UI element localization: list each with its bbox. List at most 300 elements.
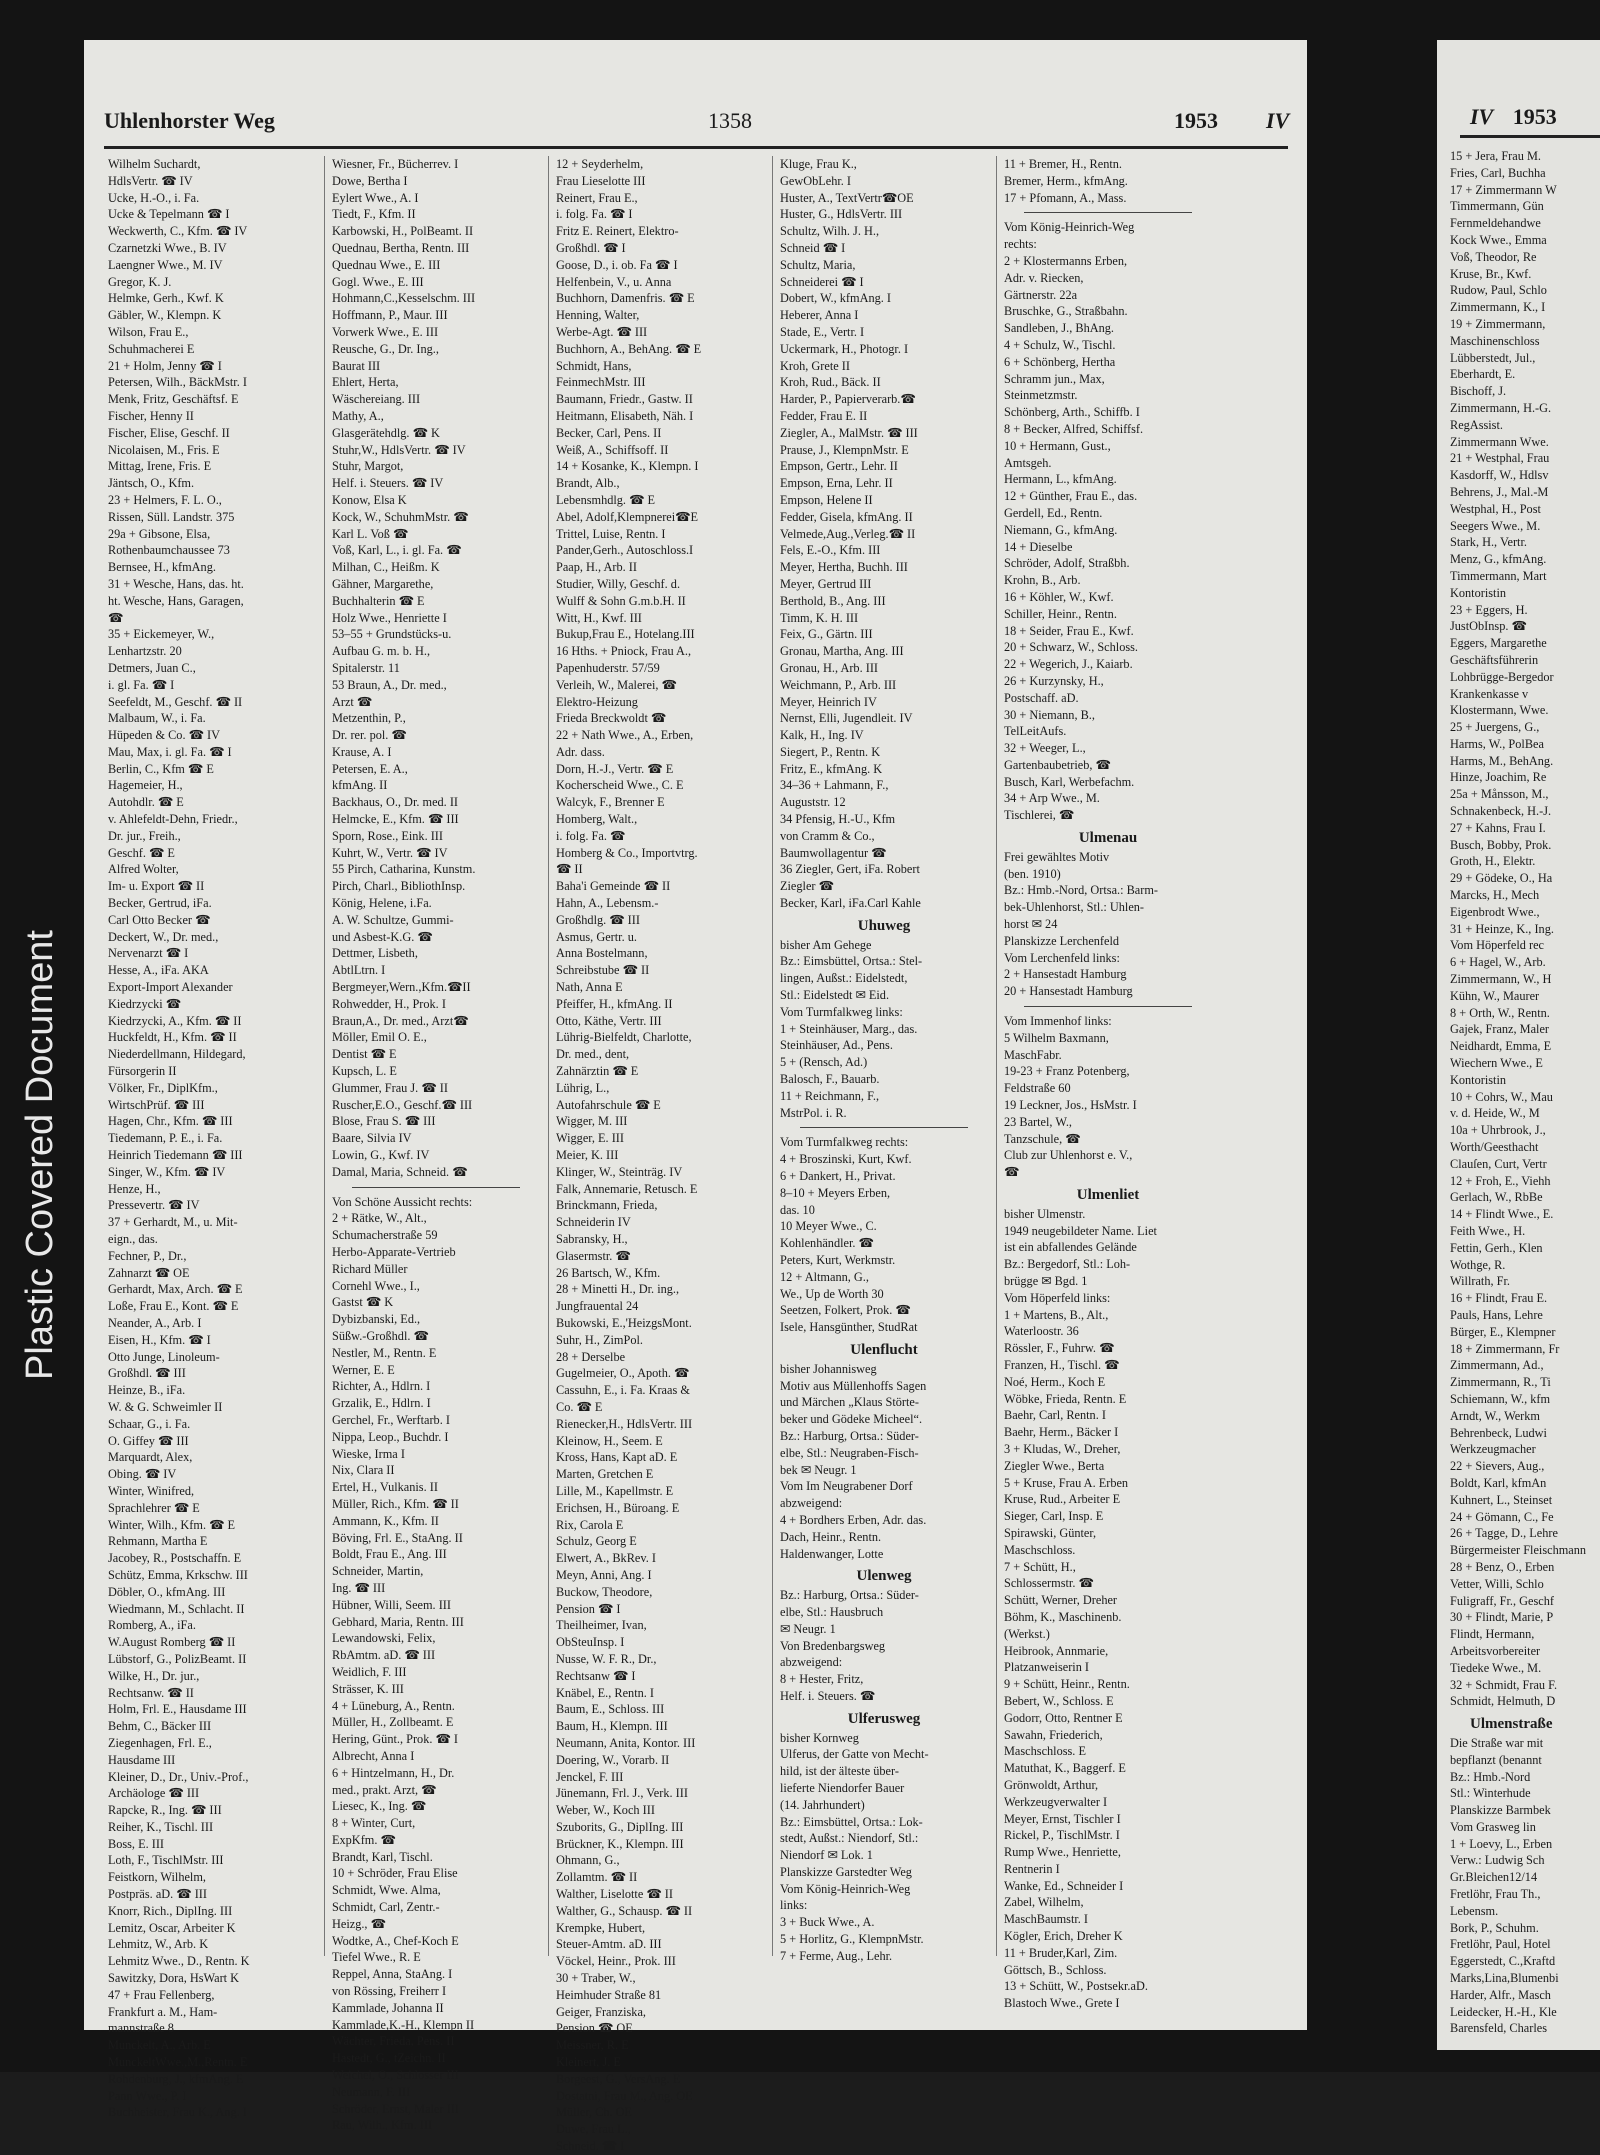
directory-entry: Dettmer, Lisbeth, (332, 946, 418, 961)
directory-entry: stedt, Außst.: Niendorf, Stl.: (780, 1831, 919, 1846)
directory-entry: 18 + Seider, Frau E., Kwf. (1004, 623, 1134, 638)
directory-entry: Lübberstedt, Jul., (1450, 350, 1536, 365)
directory-entry: von Rössing, Freiherr I (332, 1984, 447, 1999)
directory-entry: Nix, Clara II (332, 1463, 395, 1478)
directory-entry: Ing. ☎ III (332, 1580, 386, 1595)
directory-entry: Steinmetzmstr. (1004, 388, 1078, 403)
directory-entry: Bz.: Bergedorf, Stl.: Loh- (1004, 1257, 1131, 1272)
directory-entry: Kohlenhändler. ☎ (780, 1236, 874, 1251)
directory-entry: Damal, Maria, Schneid. ☎ (332, 1164, 468, 1179)
directory-entry: 26 + Tagge, D., Lehre (1450, 1526, 1558, 1541)
directory-entry: Lebensmhdlg. ☎ E (556, 492, 655, 507)
directory-entry: bisher Johannisweg (780, 1361, 877, 1376)
directory-entry: 7 + Schütt, H., (1004, 1559, 1076, 1574)
directory-entry: Tiedemann, P. E., i. Fa. (108, 1131, 223, 1146)
directory-entry: Isele, Hansgünther, StudRat (780, 1320, 918, 1335)
directory-entry: Vom König-Heinrich-Weg (780, 1881, 911, 1896)
directory-entry: 1 + Martens, B., Alt., (1004, 1307, 1109, 1322)
directory-entry: Eigenbrodt Wwe., (1450, 904, 1540, 919)
directory-entry: Velmede,Aug.,Verleg.☎ II (780, 526, 916, 541)
directory-entry: Westphal, H., Post (1450, 501, 1541, 516)
directory-entry: 5 + Kruse, Frau A. Erben (1004, 1475, 1129, 1490)
directory-entry: 11 + Bruder,Karl, Zim. (1004, 1945, 1118, 1960)
directory-entry: Rienecker,H., HdlsVertr. III (556, 1416, 693, 1431)
directory-entry: Vom Höperfeld links: (1004, 1290, 1111, 1305)
directory-entry: Krankenkasse v (1450, 686, 1529, 701)
directory-entry: Fels, E.-O., Kfm. III (780, 543, 881, 558)
directory-entry: Frei gewähltes Motiv (1004, 849, 1110, 864)
directory-entry: Tiefel Wwe., R. E (332, 1950, 421, 1965)
directory-entry: das. 10 (780, 1202, 815, 1217)
directory-entry: Kasdorff, W., Hdlsv (1450, 468, 1549, 483)
directory-entry: 37 + Gerhardt, M., u. Mit- (108, 1215, 238, 1230)
directory-entry: Malbaum, W., i. Fa. (108, 711, 206, 726)
directory-entry: Helf. i. Steuers. ☎ (780, 1688, 876, 1703)
directory-entry: GewObLehr. I (780, 173, 852, 188)
directory-entry: Busch, Karl, Werbefachm. (1004, 774, 1135, 789)
directory-entry: RbAmtm. aD. ☎ III (332, 1648, 436, 1663)
directory-entry: Seetzen, Folkert, Prok. ☎ (780, 1303, 911, 1318)
directory-entry: Schiller, Heinr., Rentn. (1004, 606, 1117, 621)
directory-entry: Stl.: Eidelstedt ✉ Eid. (780, 988, 890, 1003)
directory-entry: Detmers, Juan C., (108, 660, 196, 675)
directory-entry: Alfred Wolter, (108, 862, 179, 877)
directory-entry: Bergmeyer,Wern.,Kfm.☎II (332, 980, 471, 995)
page-number: 1358 (708, 108, 752, 133)
directory-entry: Bz.: Harburg, Ortsa.: Süder- (780, 1428, 919, 1443)
directory-entry: Schneider, Martin, (332, 1564, 424, 1579)
directory-entry: Geschf. ☎ E (108, 845, 175, 860)
directory-entry: Mittag, Irene, Fris. E (108, 459, 212, 474)
directory-entry: Heberer, Anna I (780, 308, 859, 323)
directory-entry: 11 + Reichmann, F., (780, 1088, 880, 1103)
directory-entry: Heitmann, Elisabeth, Näh. I (556, 408, 694, 423)
directory-entry: Zimmermann, R., Ti (1450, 1375, 1551, 1390)
directory-entry: Schreibstube ☎ II (556, 963, 650, 978)
directory-entry: Gugelmeier, O., Apoth. ☎ (556, 1366, 690, 1381)
directory-entry: Haldenwanger, Lotte (780, 1546, 884, 1561)
directory-entry: Hastedt, G., tZeichn. II (332, 2051, 446, 2066)
directory-entry: 10 + Hermann, Gust., (1004, 438, 1111, 453)
directory-entry: und Asbest-K.G. ☎ (332, 929, 433, 944)
directory-entry: Nusse, W. F. R., Dr., (556, 1651, 657, 1666)
directory-entry: Pander,Gerh., Autoschloss.I (556, 543, 694, 558)
directory-entry: Jünemann, Frl. J., Verk. III (556, 1786, 688, 1801)
directory-entry: Möller, Emil O. E., (332, 1030, 427, 1045)
directory-entry: 19 + Zimmermann, (1450, 316, 1546, 331)
directory-entry: hild, ist der älteste über- (780, 1764, 899, 1779)
directory-entry: Feith Wwe., H. (1450, 1224, 1526, 1238)
directory-entry: i. folg. Fa. ☎ I (556, 207, 633, 222)
directory-entry: Müller, H., Zollbeamt. E (332, 1715, 454, 1730)
directory-entry: Wiechern Wwe., E (1450, 1056, 1543, 1071)
directory-entry: 29a + Gibsone, Elsa, (108, 526, 211, 541)
directory-entry: Studier, Willy, Geschf. d. (556, 576, 681, 591)
directory-entry: Bruschke, G., Straßbahn. (1004, 304, 1128, 319)
directory-entry: Szuborits, G., DiplIng. III (556, 1819, 684, 1834)
directory-entry: TelLeitAufs. (1004, 724, 1067, 739)
directory-entry: Bürgermeister Fleischmann (1450, 1543, 1587, 1558)
directory-entry: Dentist ☎ E (332, 1047, 397, 1062)
directory-entry: Krohn, B., Arb. (1004, 573, 1081, 588)
directory-entry: Müller, Ch. OE (556, 2105, 633, 2120)
directory-entry: Vom Immenhof links: (1004, 1014, 1112, 1029)
directory-entry: Becker, Gertrud, iFa. (108, 896, 212, 911)
directory-entry: Wigger, E. III (556, 1131, 624, 1146)
directory-entry: Fischer, Elise, Geschf. II (108, 425, 230, 440)
directory-entry: Timmermann, Mart (1450, 568, 1547, 583)
directory-entry: Planskizze Garstedter Weg (780, 1864, 912, 1879)
street-heading: Ulmenliet (1076, 1187, 1140, 1204)
directory-entry: Wigger, M. III (556, 1114, 628, 1129)
directory-entry: med., prakt. Arzt, ☎ (332, 1782, 437, 1797)
directory-entry: Lehmitz, W., Arb. K (108, 1937, 209, 1952)
directory-entry: Duwe, Frau L., (556, 2122, 631, 2137)
directory-entry: Reiher, K., Tischl. III (108, 1819, 214, 1834)
directory-entry: Hohmann,C.,Kesselschm. III (332, 291, 476, 306)
facing-header-rule (1460, 135, 1600, 138)
directory-entry: 20 + Hansestadt Hamburg (1004, 984, 1133, 999)
directory-entry: 23 + Helmers, F. L. O., (108, 492, 222, 507)
directory-entry: Rechtsanw. ☎ II (108, 1685, 194, 1700)
directory-entry: Vetter, Willi, Schlo (1450, 1576, 1544, 1591)
directory-entry: Gärtnerstr. 22a (1004, 287, 1078, 302)
directory-entry: Kroh, Grete II (780, 358, 850, 373)
directory-entry: 28 + Minetti H., Dr. ing., (556, 1282, 680, 1297)
directory-entry: Die Straße war mit (1450, 1735, 1544, 1750)
directory-entry: Becker, Karl, iFa.Carl Kahle (780, 896, 921, 911)
directory-entry: Geschäftsführerin (1450, 652, 1539, 667)
directory-entry: Hoffmann, P., Maur. III (332, 308, 448, 323)
directory-entry: Wächter, Frieda, Pens. II (332, 2034, 455, 2049)
directory-entry: Export-Import Alexander (108, 980, 233, 995)
directory-entry: Lohbrügge-Bergedor (1450, 669, 1554, 684)
directory-entry: 12 + Froh, E., Viehh (1450, 1173, 1551, 1188)
directory-entry: ExpKfm. ☎ (332, 1832, 396, 1847)
directory-entry: Lowin, G., Kwf. IV (332, 1148, 430, 1163)
directory-entry: Quednau, Bertha, Rentn. III (332, 240, 470, 255)
directory-entry: Boss, E. III (108, 1836, 165, 1851)
directory-entry: 17 + Pfomann, A., Mass. (1004, 190, 1127, 205)
directory-entry: Empson, Gertr., Lehr. II (780, 459, 898, 474)
directory-entry: Kögler, Erich, Dreher K (1004, 1929, 1123, 1944)
directory-entry: Buchhorn, A., BehAng. ☎ E (556, 341, 702, 356)
directory-entry: Mathy, A., (332, 408, 384, 423)
directory-entry: Empson, Helene II (780, 492, 873, 507)
directory-entry: Hausdame III (108, 1752, 176, 1767)
directory-entry: 27 + Kahns, Frau I. (1450, 820, 1546, 835)
directory-entry: Sawitzky, Dora, HsWart K (108, 1971, 240, 1986)
directory-entry: Meyer, Gertrud III (780, 576, 872, 591)
directory-entry: 22 + Nath Wwe., A., Erben, (556, 728, 694, 743)
directory-entry: Lille, M., Kapellmstr. E (556, 1483, 674, 1498)
directory-entry: Weckwerth, C., Kfm. ☎ IV (108, 224, 248, 239)
directory-entry: 7 + Ferme, Aug., Lehr. (780, 1948, 893, 1963)
directory-entry: Grzalik, E., Hdlrn. I (332, 1396, 431, 1411)
directory-entry: Nestler, M., Rentn. E (332, 1345, 437, 1360)
directory-entry: Gerlach, W., RbBe (1450, 1190, 1543, 1205)
directory-entry: Glasermstr. ☎ (556, 1248, 631, 1263)
directory-entry: Voß, Karl, L., i. gl. Fa. ☎ (332, 543, 462, 558)
directory-entry: Schneid. ☎ I (556, 2139, 625, 2154)
directory-entry: Wieske, Irma I (332, 1446, 405, 1461)
directory-entry: 12 + Altmann, G., (780, 1269, 869, 1284)
directory-entry: Rohwedder, H., Prok. I (332, 996, 446, 1011)
directory-entry: Noé, Herm., Koch E (1004, 1374, 1106, 1389)
directory-entry: Helmke, Gerh., Kwf. K (108, 291, 224, 306)
column-3 (556, 156, 764, 2154)
directory-entry: 6 + Schönberg, Hertha (1004, 354, 1116, 369)
directory-entry: Schütz, Emma, Krkschw. III (108, 1567, 248, 1582)
directory-entry: Eberhardt, E. (1450, 367, 1516, 382)
directory-entry: Schneiderei ☎ I (780, 274, 864, 289)
directory-entry: Becker, Carl, Pens. II (556, 425, 662, 440)
directory-entry: Dobert, W., kfmAng. I (780, 291, 892, 306)
directory-entry: Lübstorf, G., PolizBeamt. II (108, 1651, 247, 1666)
directory-entry: Jungfrauental 24 (556, 1299, 639, 1314)
directory-entry: Sandleben, J., BhAng. (1004, 321, 1114, 336)
directory-entry: Frau Lieselotte III (556, 173, 646, 188)
directory-entry: Fischer, Henny II (108, 408, 194, 423)
directory-entry: Zahnarzt ☎ OE (108, 1265, 190, 1280)
directory-entry: Werbe-Agt. ☎ III (556, 324, 648, 339)
directory-entry: bek-Uhlenhorst, Stl.: Uhlen- (1004, 900, 1145, 915)
directory-entry: Eisen, H., Kfm. ☎ I (108, 1332, 211, 1347)
directory-entry: Bz.: Harburg, Ortsa.: Süder- (780, 1588, 919, 1603)
directory-entry: Weichmann, P., Arb. III (780, 677, 897, 692)
directory-entry: Marquardt, Alex, (108, 1450, 193, 1465)
directory-entry: Seefeldt, M., Geschf. ☎ II (108, 694, 243, 709)
directory-entry: 16 Hths. + Pniock, Frau A., (556, 644, 692, 659)
directory-entry: Jacobey, R., Postschaffn. E (108, 1551, 242, 1566)
directory-entry: Schmidt, Wwe. Alma, (332, 1883, 441, 1898)
directory-entry: Zimmermann Wwe. (1450, 434, 1549, 449)
directory-entry: Schramm jun., Max, (1004, 371, 1105, 386)
directory-entry: Rössler, F., Fuhrw. ☎ (1004, 1341, 1115, 1356)
directory-entry: Süßw.-Großhdl. ☎ (332, 1328, 429, 1343)
directory-entry: Hagen, Chr., Kfm. ☎ III (108, 1114, 233, 1129)
directory-entry: Sabransky, H., (556, 1232, 628, 1246)
directory-entry: Neander, A., Arb. I (108, 1315, 202, 1330)
directory-entry: Barensfeld, Charles (1450, 2021, 1547, 2036)
directory-entry: Fedder, Gisela, kfmAng. II (780, 509, 913, 524)
directory-entry: Schultz, Wilh. J. H., (780, 224, 880, 239)
directory-entry: Gähner, Margarethe, (332, 576, 434, 591)
directory-entry: Schmidt, Hans, (556, 358, 632, 373)
directory-entry: HdlsVertr. ☎ IV (108, 173, 193, 188)
directory-entry: Auguststr. 12 (780, 795, 846, 810)
column-divider (996, 156, 997, 1956)
directory-entry: Tiedeke Wwe., M. (1450, 1660, 1542, 1675)
directory-entry: Buchheister, Frau K., Ang. I (108, 2105, 247, 2120)
directory-entry: Hering, Günt., Prok. ☎ I (332, 1732, 458, 1747)
directory-entry: Schultz, Maria, (780, 257, 856, 272)
directory-entry: Paap, H., Arb. II (556, 560, 637, 575)
directory-entry: Schneiderin IV (556, 1215, 631, 1230)
directory-entry: Czarnetzki Wwe., B. IV (108, 240, 227, 255)
directory-entry: Lewandowski, Felix, (332, 1631, 436, 1646)
directory-entry: Ulferus, der Gatte von Mecht- (780, 1747, 929, 1762)
directory-entry: Rickel, P., TischlMstr. I (1004, 1828, 1120, 1843)
directory-entry: Bukup,Frau E., Hotelang.III (556, 627, 695, 642)
directory-entry: Abel, Adolf,Klempnerei☎E (556, 509, 699, 524)
directory-entry: 1 + Loevy, L., Erben (1450, 1836, 1553, 1851)
directory-entry: Dr. med., dent, (556, 1047, 630, 1062)
directory-entry: 12 + Günther, Frau E., das. (1004, 489, 1138, 504)
directory-entry: Schröder, Ernst, Maler III (332, 2101, 459, 2116)
directory-entry: Göttsch, B., Schloss. (1004, 1962, 1107, 1977)
directory-entry: Kruse, Rud., Arbeiter E (1004, 1492, 1121, 1507)
directory-entry: Voß, Theodor, Re (1450, 249, 1537, 264)
directory-entry: Vom Grasweg lin (1450, 1819, 1536, 1834)
directory-entry: 10 + Cohrs, W., Mau (1450, 1089, 1553, 1104)
directory-entry: Behrenbeck, Ludwi (1450, 1425, 1547, 1440)
directory-entry: 13 + Schütt, W., Postsekr.aD. (1004, 1979, 1148, 1994)
directory-entry: 16 + Köhler, W., Kwf. (1004, 589, 1114, 604)
directory-entry: Kupsch, L. E (332, 1064, 397, 1079)
directory-entry: Vom Höperfeld rec (1450, 938, 1545, 953)
directory-entry: Ziegler ☎ (780, 879, 834, 894)
directory-entry: 32 + Schmidt, Frau F. (1450, 1677, 1558, 1692)
directory-entry: Bz.: Eimsbüttel, Ortsa.: Stel- (780, 954, 923, 969)
directory-entry: Kleinert, J. E (556, 2055, 621, 2070)
directory-entry: Schiemann, W., kfm (1450, 1391, 1551, 1406)
directory-entry: Doering, W., Vorarb. II (556, 1752, 670, 1767)
directory-entry: Vöckel, Heinr., Prok. III (556, 1954, 676, 1969)
directory-entry: Gastst ☎ K (332, 1295, 394, 1310)
directory-entry: Kuhrt, W., Vertr. ☎ IV (332, 845, 448, 860)
column-2 (332, 156, 540, 2133)
directory-entry: Gogl. Wwe., E. III (332, 274, 424, 289)
directory-entry: 17 + Zimmermann W (1450, 182, 1557, 197)
column-divider (548, 156, 549, 1956)
directory-entry: Baum, H., Klempn. III (556, 1719, 668, 1734)
directory-entry: Kammlade,K.-H., Klempn II (332, 2017, 475, 2032)
directory-entry: 9 + Schütt, Heinr., Rentn. (1004, 1677, 1130, 1692)
directory-entry: 53 Braun, A., Dr. med., (332, 677, 447, 692)
directory-entry: Bz.: Eimsbüttel, Ortsa.: Lok- (780, 1814, 923, 1829)
directory-entry: Brandt, Alb., (556, 476, 620, 491)
directory-entry: O. Giffey ☎ III (108, 1433, 189, 1448)
directory-entry: Kalk, H., Ing. IV (780, 728, 864, 743)
directory-entry: Gäbler, W., Klempn. K (108, 308, 222, 323)
directory-entry: Lenhartzstr. 20 (108, 644, 182, 659)
directory-entry: 53–55 + Grundstücks-u. (332, 627, 452, 642)
directory-entry: ☎ (1004, 1165, 1020, 1180)
directory-entry: Zimmermann, H.-G. (1450, 400, 1552, 415)
directory-entry: Kock Wwe., Emma (1450, 232, 1547, 247)
directory-entry: A. W. Schultze, Gummi- (332, 912, 454, 927)
directory-entry: bepflanzt (benannt (1450, 1752, 1542, 1767)
directory-entry: Club zur Uhlenhorst e. V., (1004, 1148, 1133, 1163)
directory-entry: Helfenbein, V., u. Anna (556, 274, 672, 289)
directory-entry: Rentnerin I (1004, 1861, 1060, 1876)
directory-entry: Backhaus, O., Dr. med. II (332, 795, 459, 810)
directory-entry: 28 + Derselbe (556, 1349, 626, 1364)
directory-entry: 55 Pirch, Catharina, Kunstm. (332, 862, 476, 877)
directory-entry: Wiedmann, M., Schlacht. II (108, 1601, 245, 1616)
directory-entry: (14. Jahrhundert) (780, 1797, 865, 1812)
directory-entry: Großhdlg. ☎ III (556, 912, 640, 927)
directory-entry: Reppel, Anna, StaAng. I (332, 1967, 453, 1982)
directory-entry: Planskizze Lerchenfeld (1004, 933, 1120, 948)
section-rule (352, 1187, 520, 1188)
directory-entry: Schmidt, Carl, Zentr.- (332, 1900, 440, 1915)
directory-entry: Jäntsch, O., Kfm. (108, 476, 195, 491)
facing-page-header (1470, 104, 1571, 130)
directory-entry: Dostatni, Frau M., Ang. OE (556, 2088, 693, 2103)
directory-entry: Adr. v. Riecken, (1004, 270, 1084, 285)
directory-entry: Munckelt, A., Arb. E (108, 2038, 211, 2053)
directory-entry: 24 + Gömann, C., Fe (1450, 1509, 1554, 1524)
directory-entry: Gregor, K. J. (108, 274, 172, 289)
directory-entry: Eggerstedt, C.,Kraftd (1450, 1954, 1556, 1969)
directory-entry: Kock, W., SchuhmMstr. ☎ (332, 509, 469, 524)
directory-entry: Böving, Frl. E., StaAng. II (332, 1530, 463, 1545)
directory-entry: Weichel, O., Schlosser III (332, 2068, 459, 2083)
directory-entry: Balosch, F., Bauarb. (780, 1072, 880, 1087)
street-name: Uhlenhorster Weg (104, 108, 275, 133)
directory-entry: bek ✉ Neugr. 1 (780, 1462, 857, 1477)
directory-entry: 35 + Eickemeyer, W., (108, 627, 215, 642)
directory-entry: Schumacherstraße 59 (332, 1228, 438, 1243)
directory-entry: Baehr, Carl, Rentn. I (1004, 1408, 1106, 1423)
directory-entry: Rump Wwe., Henriette, (1004, 1845, 1121, 1860)
directory-entry: 10a + Uhrbrook, J., (1450, 1123, 1546, 1138)
directory-entry: Blastoch Wwe., Grete I (1004, 1996, 1120, 2011)
directory-entry: 2 + Klostermanns Erben, (1004, 253, 1128, 268)
directory-entry: Leidecker, H.-H., Kle (1450, 2004, 1557, 2019)
directory-entry: Stuhr, Margot, (332, 459, 404, 474)
directory-entry: ist ein abfallendes Gelände (1004, 1240, 1137, 1255)
directory-entry: Brandt, Karl, Tischl. (332, 1849, 433, 1864)
directory-entry: Bürger, E., Klempner (1450, 1324, 1556, 1339)
street-heading: Ulenweg (856, 1568, 912, 1585)
directory-entry: Ehlert, Herta, (332, 375, 399, 390)
directory-entry: 23 + Eggers, H. (1450, 602, 1528, 617)
directory-entry: Werkzeugmacher (1450, 1442, 1536, 1457)
directory-entry: Dowe, Bertha I (332, 173, 408, 188)
directory-entry: 36 Ziegler, Gert, iFa. Robert (780, 862, 920, 877)
directory-entry: Holz Wwe., Henriette I (332, 610, 447, 625)
directory-entry: Kontoristin (1450, 585, 1507, 600)
directory-entry: Cornehl Wwe., I., (332, 1278, 420, 1293)
directory-entry: Zimmermann, Ad., (1450, 1358, 1544, 1373)
directory-entry: Pann Wwe., P. I (108, 2088, 187, 2103)
directory-entry: Loße, Frau E., Kont. ☎ E (108, 1299, 239, 1314)
directory-entry: Buchhalterin ☎ E (332, 593, 425, 608)
street-heading: Ulenflucht (850, 1341, 918, 1358)
directory-entry: Wilson, Frau E., (108, 324, 189, 339)
street-heading: Uhuweg (857, 917, 911, 934)
directory-entry: Karl L. Voß ☎ (332, 526, 409, 541)
directory-entry: 19 Leckner, Jos., HsMstr. I (1004, 1098, 1137, 1113)
directory-entry: Jenckel, F. III (556, 1769, 624, 1784)
directory-entry: 16 + Flindt, Frau E. (1450, 1291, 1548, 1306)
directory-entry: Eggers, Margarethe (1450, 636, 1547, 651)
directory-entry: Walther, Liselotte ☎ II (556, 1887, 673, 1902)
directory-entry: Hahn, A., Lebensm.- (556, 896, 659, 911)
directory-entry: Carl Otto Becker ☎ (108, 912, 211, 927)
directory-entry: Harms, W., PolBea (1450, 736, 1544, 751)
directory-entry: Weidlich, F. III (332, 1664, 407, 1679)
directory-entry: eign., das. (108, 1232, 158, 1246)
directory-entry: ht. Wesche, Hans, Garagen, (108, 593, 244, 608)
directory-entry: Albrecht, Anna I (332, 1748, 415, 1763)
directory-entry: 1949 neugebildeter Name. Liet (1004, 1223, 1157, 1238)
directory-entry: Neumann, Anita, Kontor. III (556, 1735, 696, 1750)
directory-entry: Clauſen, Curt, Vertr (1450, 1156, 1547, 1171)
